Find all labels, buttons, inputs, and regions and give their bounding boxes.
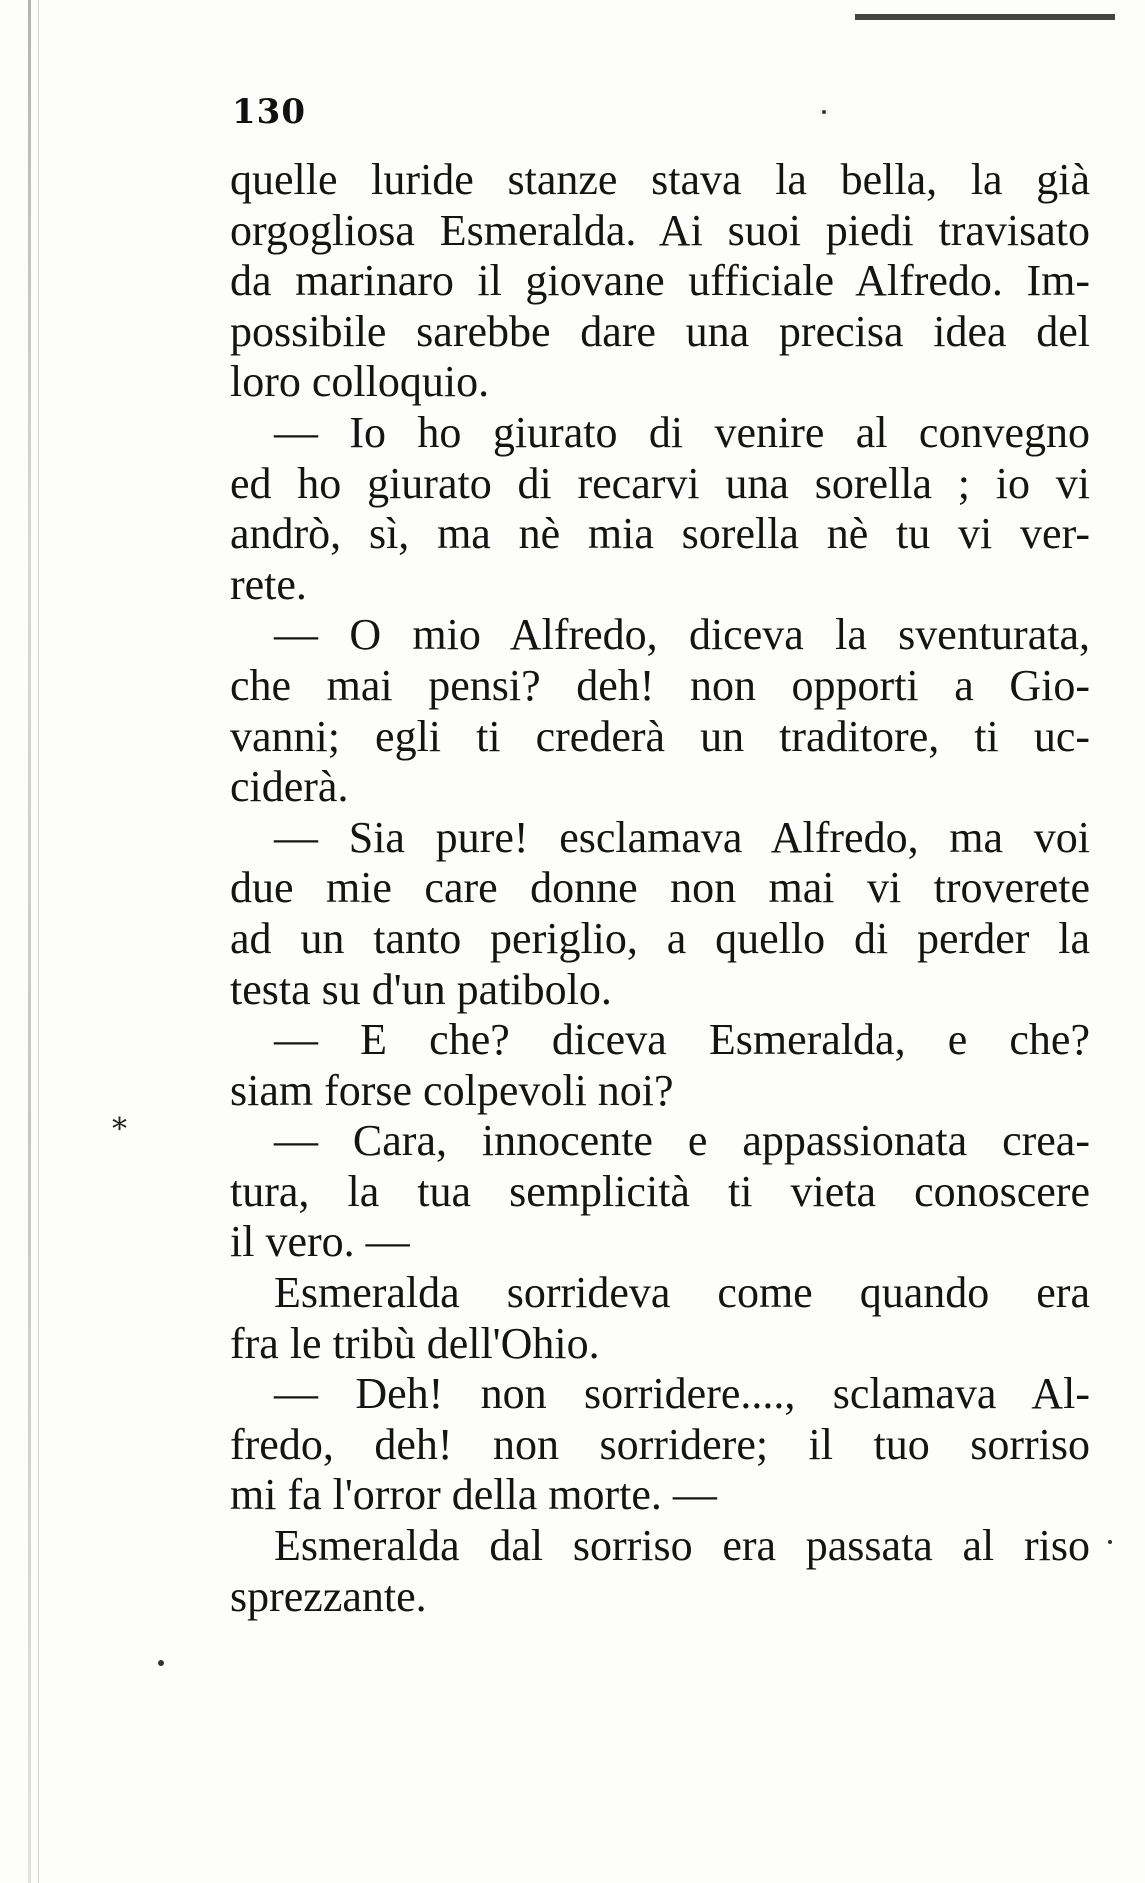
text-line: loro colloquio. — [230, 357, 490, 407]
text-line: Esmeralda sorrideva come quando era — [274, 1268, 1090, 1318]
scan-speck — [822, 110, 826, 114]
text-line: testa su d'un patibolo. — [230, 964, 612, 1014]
text-line: possibile sarebbe dare una precisa idea del — [230, 306, 1090, 356]
text-line: — Deh! non sorridere...., sclamava Al- — [274, 1369, 1090, 1419]
text-line: — Io ho giurato di venire al convegno — [274, 407, 1090, 457]
text-line: orgogliosa Esmeralda. Ai suoi piedi travisato — [230, 205, 1090, 255]
top-rule — [855, 14, 1115, 20]
margin-mark: * — [112, 1112, 127, 1147]
scan-speck — [158, 1660, 164, 1666]
text-line: — Cara, innocente e appassionata crea- — [274, 1116, 1090, 1166]
text-line: due mie care donne non mai vi troverete — [230, 863, 1090, 913]
text-line: sprezzante. — [230, 1571, 427, 1621]
binding-edge-line — [38, 0, 39, 1883]
text-line: quelle luride stanze stava la bella, la già — [230, 155, 1090, 204]
text-line: siam forse colpevoli noi? — [230, 1065, 674, 1115]
text-line: Esmeralda dal sorriso era passata al riso — [274, 1521, 1090, 1571]
text-line: — E che? diceva Esmeralda, e che? — [274, 1015, 1090, 1065]
text-line: il vero. — — [230, 1217, 410, 1267]
text-line: ad un tanto periglio, a quello di perder la — [230, 913, 1090, 963]
text-line: tura, la tua semplicità ti vieta conoscere — [230, 1166, 1090, 1216]
text-line: andrò, sì, ma nè mia sorella nè tu vi ver- — [230, 509, 1090, 559]
text-line: fra le tribù dell'Ohio. — [230, 1318, 600, 1368]
text-line: ed ho giurato di recarvi una sorella ; io vi — [230, 458, 1090, 508]
text-line: fredo, deh! non sorridere; il tuo sorriso — [230, 1419, 1090, 1469]
text-line: che mai pensi? deh! non opporti a Gio- — [230, 660, 1090, 710]
text-line: ciderà. — [230, 762, 349, 812]
scan-speck — [1108, 1540, 1112, 1544]
text-line: — O mio Alfredo, diceva la sventurata, — [274, 610, 1090, 660]
text-line: — Sia pure! esclamava Alfredo, ma voi — [274, 812, 1090, 862]
text-line: vanni; egli ti crederà un traditore, ti uc- — [230, 711, 1090, 761]
body-text — [230, 155, 1090, 1622]
text-line: rete. — [230, 559, 307, 609]
page-number: 130 — [232, 92, 306, 132]
text-line: mi fa l'orror della morte. — — [230, 1470, 717, 1520]
binding-edge — [28, 0, 31, 1883]
text-line: da marinaro il giovane ufficiale Alfredo. Im- — [230, 256, 1090, 306]
